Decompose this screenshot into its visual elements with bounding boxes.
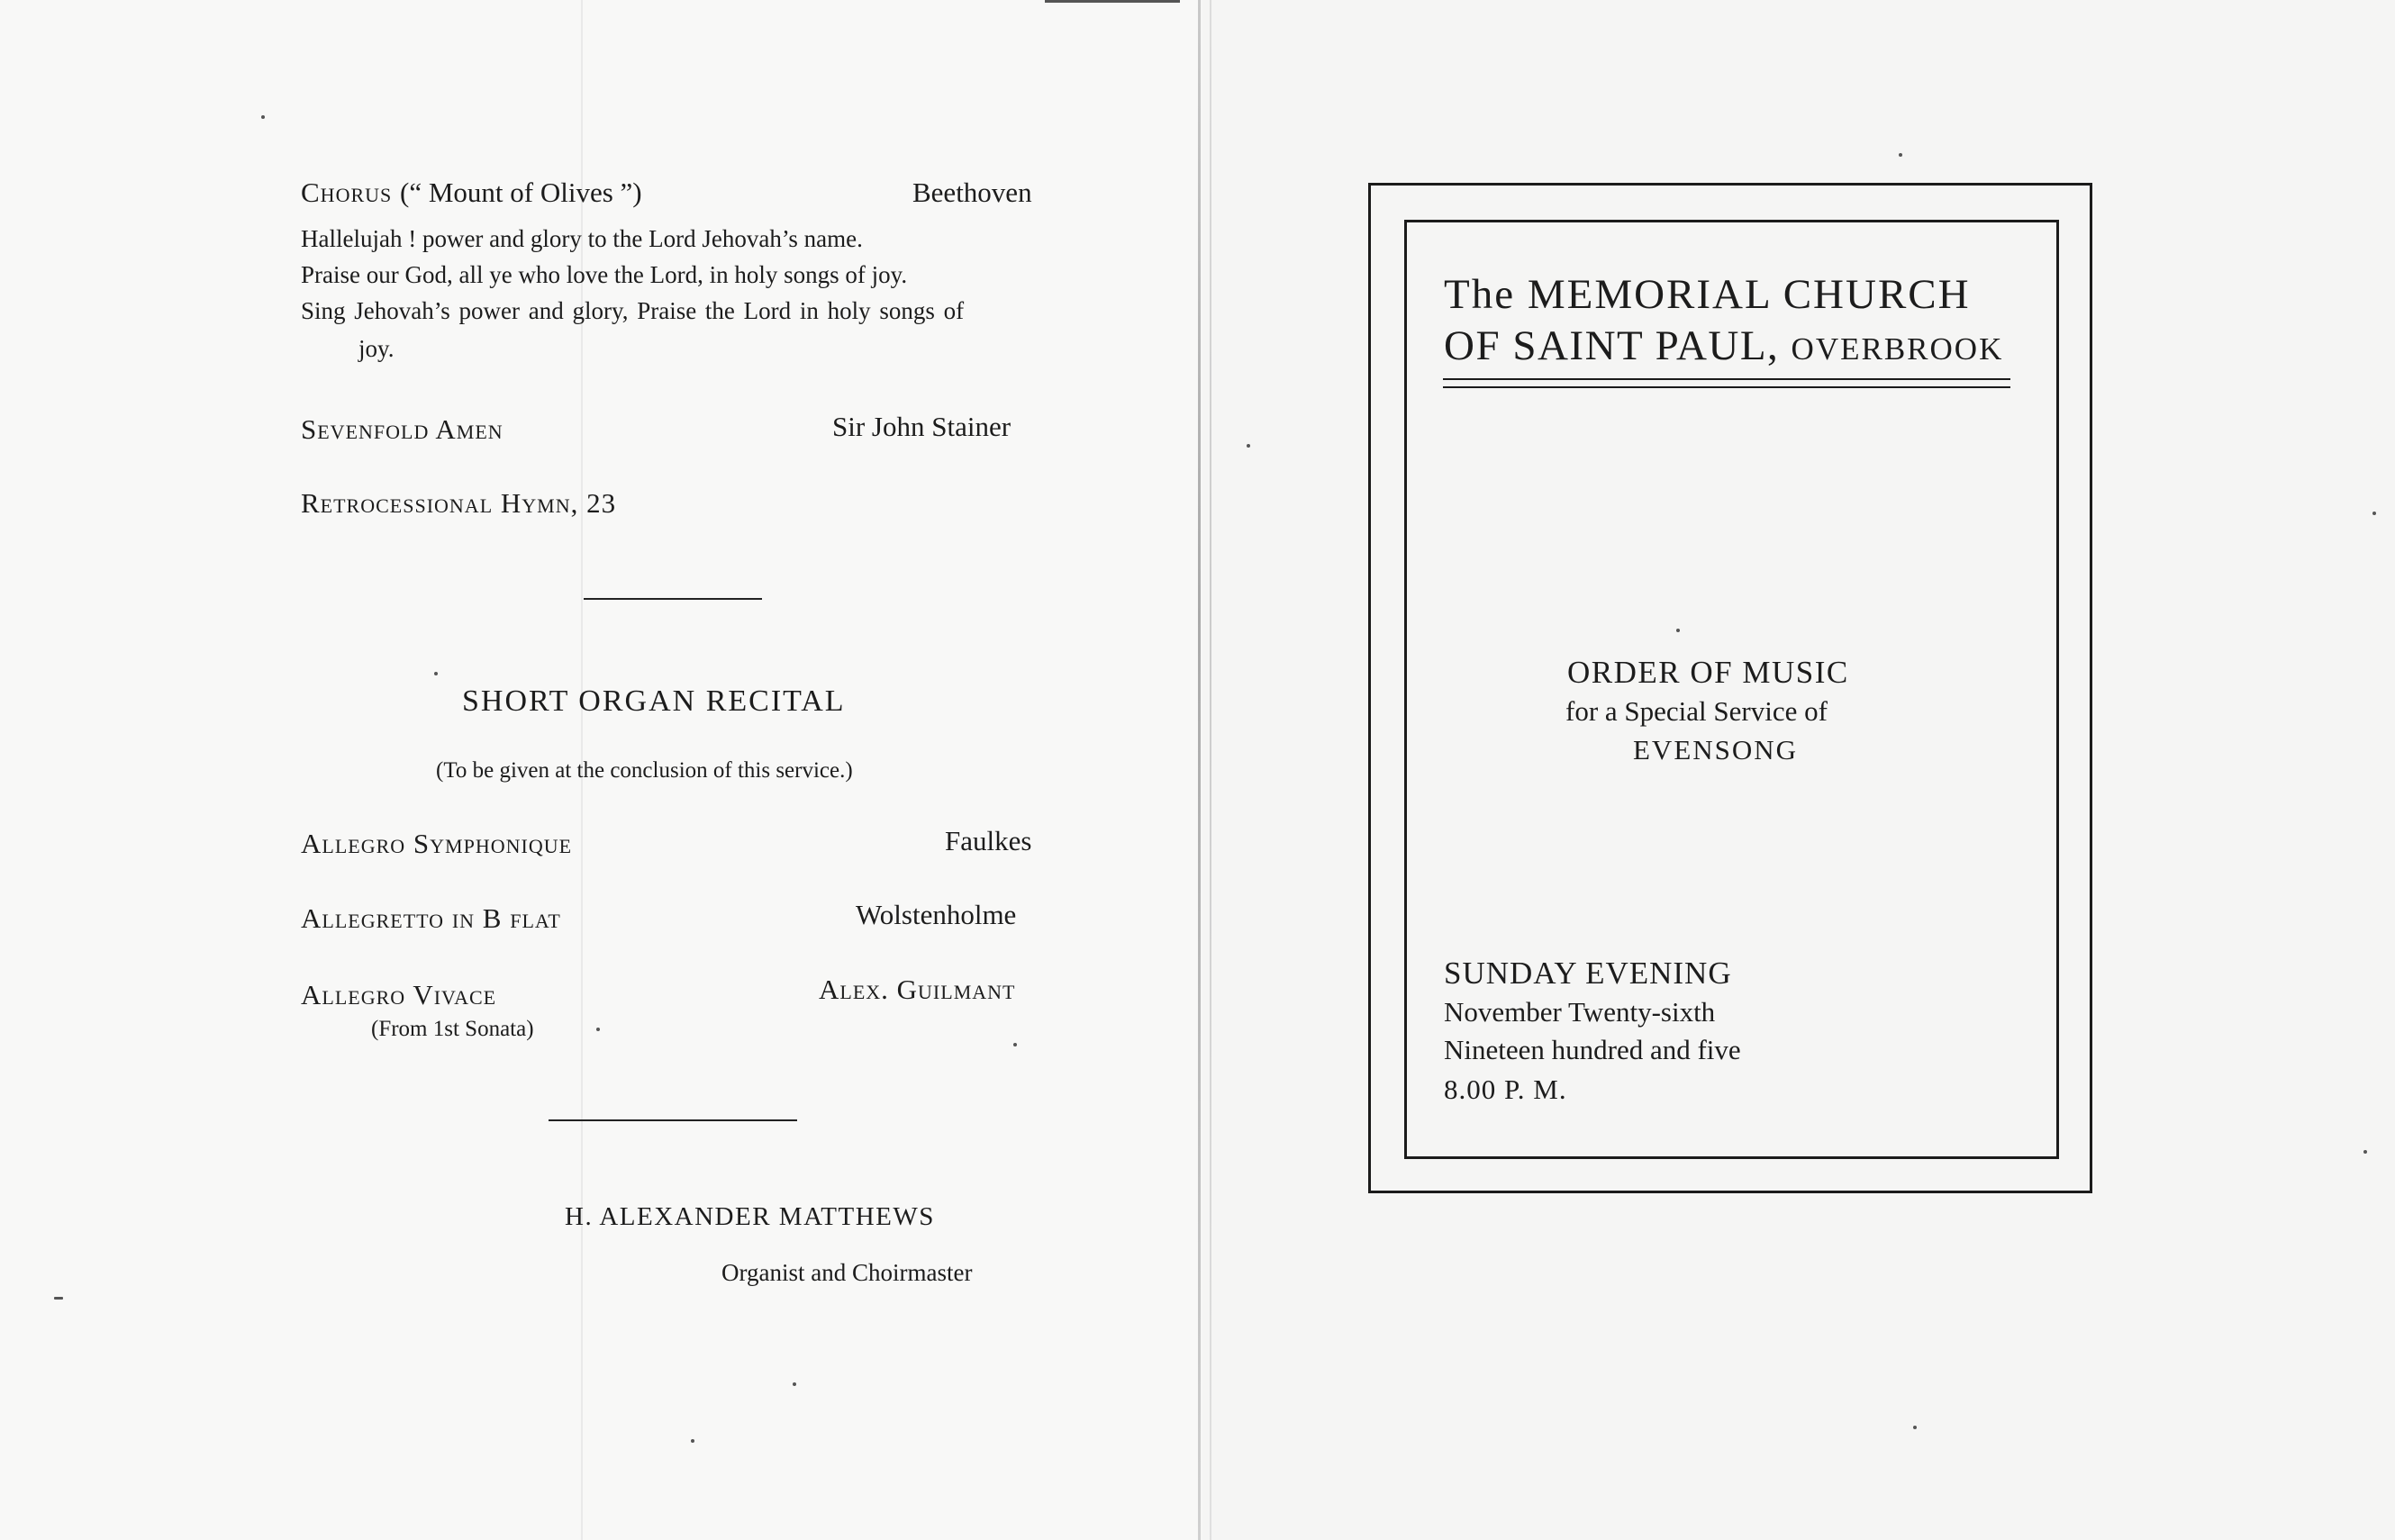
chorus-title — [301, 178, 642, 206]
top-edge-mark — [1045, 0, 1180, 3]
chorus-subtitle: (“ Mount of Olives ”) — [400, 177, 642, 208]
chorus-composer: Beethoven — [912, 177, 1032, 208]
scan-speck — [434, 672, 438, 675]
scan-speck — [691, 1439, 694, 1443]
divider-rule-1 — [584, 598, 762, 600]
scan-speck — [2363, 1150, 2367, 1154]
organist-role: Organist and Choirmaster — [721, 1259, 973, 1286]
scan-speck — [1676, 629, 1680, 632]
divider-rule-2 — [549, 1119, 797, 1121]
amen-title: Sevenfold Amen — [301, 413, 503, 445]
scan-speck — [54, 1297, 63, 1300]
lyrics-line-2: Praise our God, all ye who love the Lord, in holy songs of joy. — [301, 261, 908, 288]
piece-2-title: Allegretto in B flat — [301, 902, 561, 934]
chorus-title-text: Chorus — [301, 177, 393, 208]
evensong: EVENSONG — [1633, 734, 1799, 765]
lyrics-line-1: Hallelujah ! power and glory to the Lord Jehovah’s name. — [301, 225, 863, 252]
scan-speck — [596, 1028, 600, 1031]
piece-3-composer: Alex. Guilmant — [819, 974, 1016, 1005]
organist-name: H. ALEXANDER MATTHEWS — [565, 1202, 935, 1231]
recital-note: (To be given at the conclusion of this service.) — [436, 758, 853, 783]
piece-1-composer: Faulkes — [945, 825, 1032, 856]
date-line-1: SUNDAY EVENING — [1444, 956, 1732, 991]
special-service-line: for a Special Service of — [1565, 695, 1828, 727]
church-name-line-2 — [1444, 322, 2004, 369]
church-place: OVERBROOK — [1791, 331, 2004, 367]
title-rule-top — [1443, 378, 2010, 380]
center-fold — [1198, 0, 1201, 1540]
scan-speck — [1247, 444, 1250, 448]
church-name-line-1: The MEMORIAL CHURCH — [1444, 271, 1971, 318]
piece-3-note: (From 1st Sonata) — [371, 1017, 534, 1041]
order-of-music: ORDER OF MUSIC — [1567, 655, 1849, 690]
scan-speck — [1013, 1043, 1017, 1046]
date-line-4: 8.00 P. M. — [1444, 1073, 1567, 1105]
scan-speck — [1899, 153, 1902, 157]
scan-speck — [1913, 1426, 1917, 1429]
lyrics-line-4: joy. — [358, 335, 395, 362]
recital-heading: SHORT ORGAN RECITAL — [462, 684, 846, 718]
retrocessional-hymn: Retrocessional Hymn, 23 — [301, 487, 617, 519]
date-line-3: Nineteen hundred and five — [1444, 1034, 1741, 1065]
church-name-text: OF SAINT PAUL, — [1444, 322, 1780, 369]
piece-1-title: Allegro Symphonique — [301, 828, 573, 859]
piece-3-title: Allegro Vivace — [301, 979, 497, 1010]
amen-composer: Sir John Stainer — [832, 411, 1012, 442]
scan-speck — [2372, 512, 2376, 515]
piece-2-composer: Wolstenholme — [856, 899, 1017, 930]
scan-speck — [261, 115, 265, 119]
center-fold-shadow — [1210, 0, 1211, 1540]
lyrics-line-3: Sing Jehovah’s power and glory, Praise the Lord in holy songs of — [301, 297, 965, 324]
scan-speck — [793, 1382, 796, 1386]
title-rule-bottom — [1443, 386, 2010, 388]
date-line-2: November Twenty-sixth — [1444, 996, 1716, 1028]
